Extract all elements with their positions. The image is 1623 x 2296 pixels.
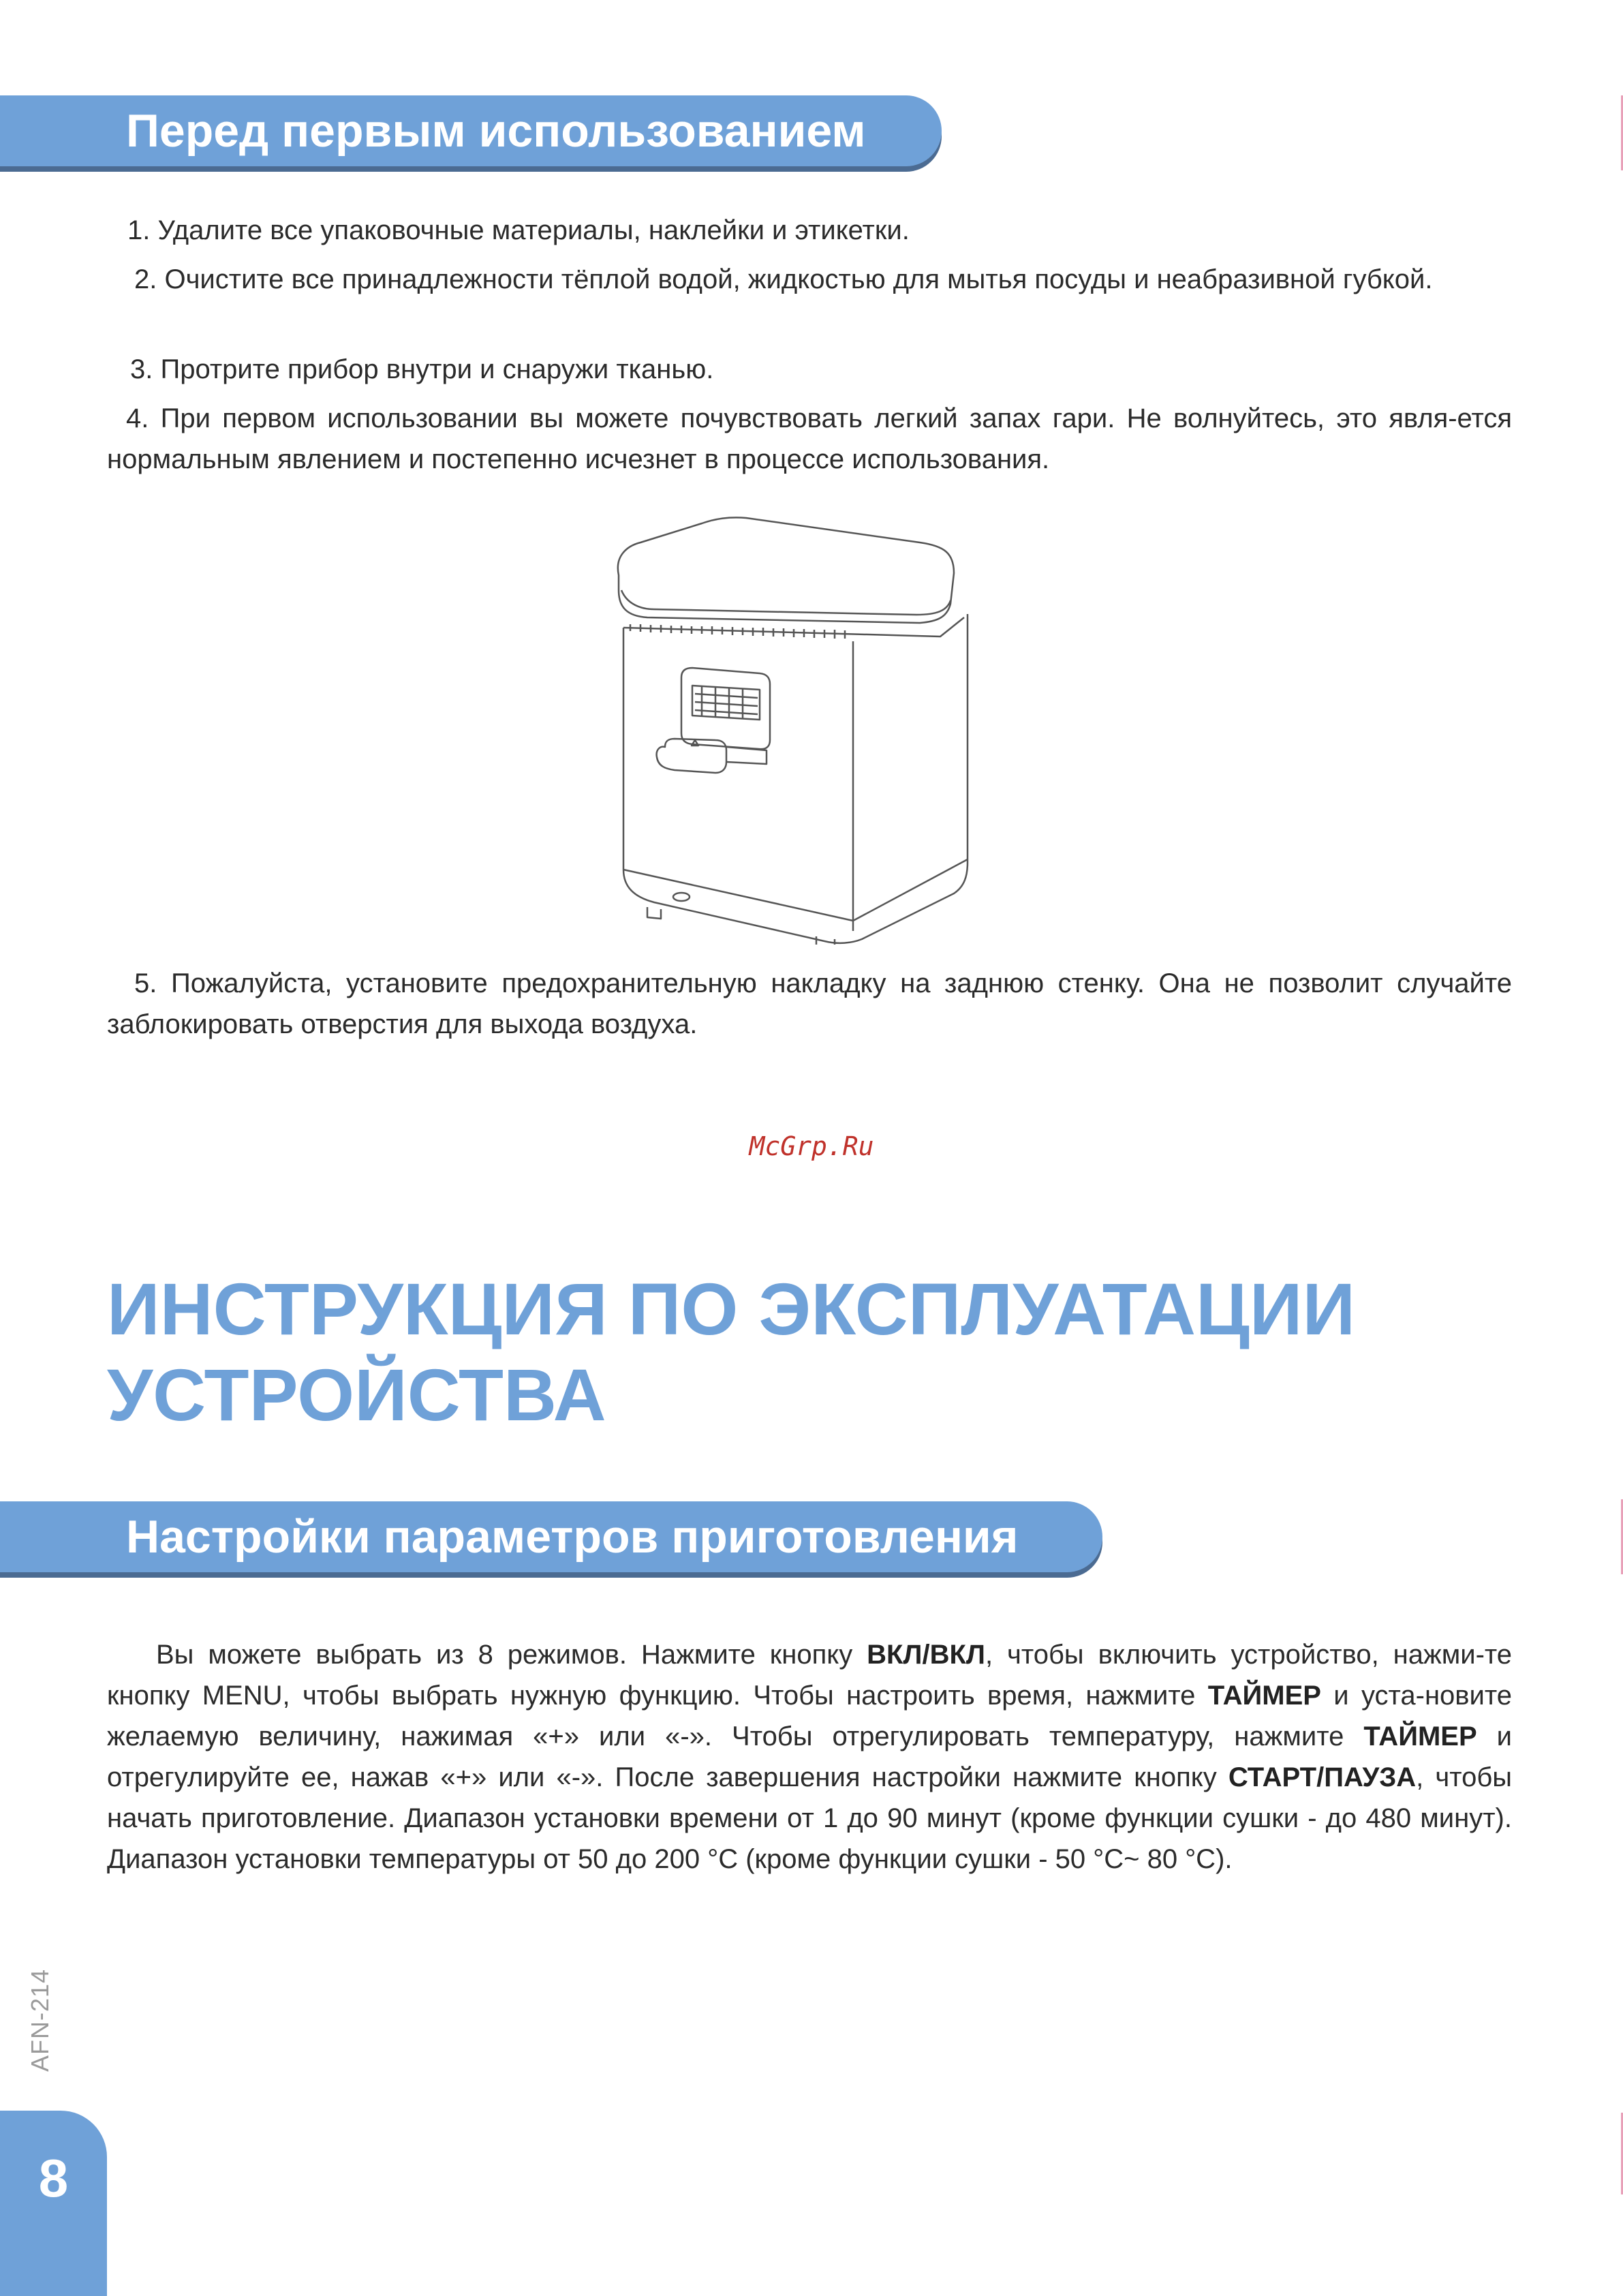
settings-paragraph: Вы можете выбрать из 8 режимов. Нажмите кнопку ВКЛ/ВКЛ, чтобы включить устройство, нажми-те кнопку MENU, чтобы выбрать нужную функцию. Чтобы настроить время, нажмите ТАЙМЕР и уста-новите желаемую величину, нажимая «+» или «-». Чтобы отрегулировать температуру, нажмите ТАЙМЕР и отрегулируйте ее, нажав «+» или «-». После завершения настройки нажмите кнопку СТАРТ/ПАУЗА, чтобы начать приготовление. Диапазон установки времени от 1 до 90 минут (кроме функции сушки - до 480 минут). Диапазон установки температуры от 50 до 200 °C (кроме функции сушки - 50 °C~ 80 °C). bbox=[107, 1640, 1512, 1874]
on-button-label: ВКЛ/ВКЛ bbox=[867, 1640, 985, 1670]
step-1: 1. Удалите все упаковочные материалы, наклейки и этикетки. bbox=[127, 215, 910, 245]
main-title-line-1: ИНСТРУКЦИЯ ПО ЭКСПЛУАТАЦИИ bbox=[107, 1268, 1356, 1350]
timer-button-label: ТАЙМЕР bbox=[1363, 1721, 1477, 1751]
step-2: 2. Очистите все принадлежности тёплой водой, жидкостью для мытья посуды и неабразивной губкой. bbox=[134, 264, 1433, 294]
main-title-line-2: УСТРОЙСТВА bbox=[107, 1353, 606, 1436]
page-number-tab bbox=[0, 2111, 107, 2296]
air-fryer-illustration bbox=[600, 515, 981, 945]
section-title: Настройки параметров приготовления bbox=[126, 1511, 1019, 1563]
main-title bbox=[107, 1266, 1355, 1438]
start-pause-button-label: СТАРТ/ПАУЗА bbox=[1228, 1762, 1417, 1792]
section-banner-cooking-settings bbox=[0, 1501, 1102, 1572]
step-3: 3. Протрите прибор внутри и снаружи тканью. bbox=[130, 354, 714, 384]
step-5: 5. Пожалуйста, установите предохранительную накладку на заднюю стенку. Она не позволит случайте заблокировать отверстия для выхода воздуха. bbox=[107, 968, 1512, 1039]
section-banner-before-first-use bbox=[0, 95, 942, 166]
page-number: 8 bbox=[38, 2148, 69, 2208]
step-4: 4. При первом использовании вы можете почувствовать легкий запах гари. Не волнуйтесь, это явля-ется нормальным явлением и постепенно исчезнет в процессе использования. bbox=[107, 403, 1512, 474]
watermark: McGrp.Ru bbox=[749, 1131, 874, 1161]
section-title: Перед первым использованием bbox=[126, 105, 866, 157]
model-number: AFN-214 bbox=[26, 1968, 54, 2072]
timer-button-label: ТАЙМЕР bbox=[1207, 1681, 1321, 1711]
